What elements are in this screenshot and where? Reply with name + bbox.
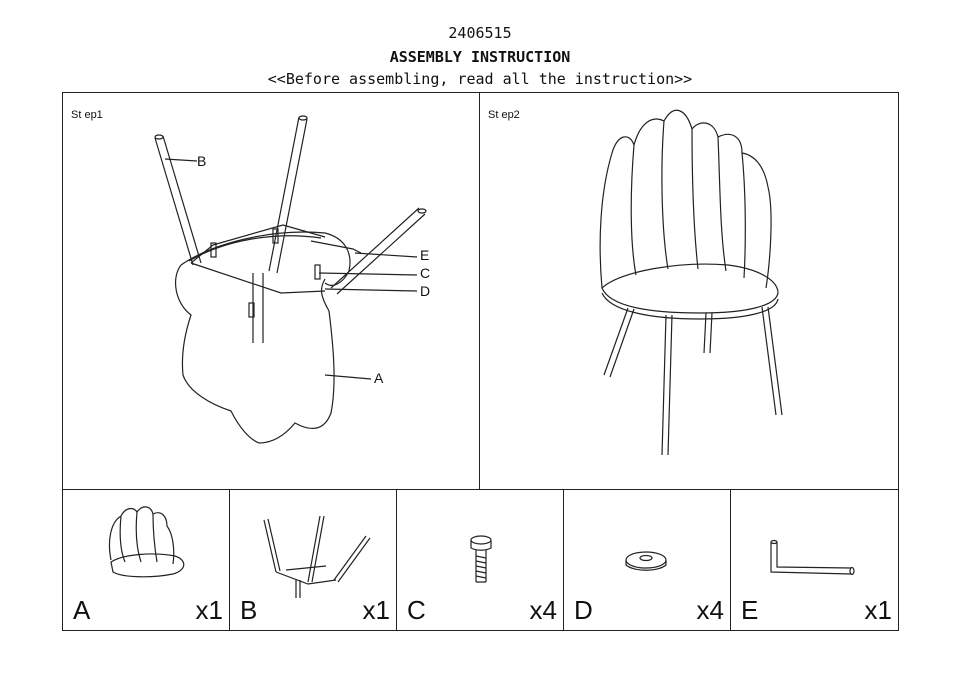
document-title: ASSEMBLY INSTRUCTION [389,48,571,66]
part-a-qty: x1 [195,595,223,625]
step2-chair-illustration [480,93,900,491]
step1-panel [62,92,480,490]
step2-label: St ep2 [488,109,520,121]
document-code: 2406515 [448,24,512,42]
part-c-cell [396,489,564,631]
part-d-cell [563,489,731,631]
part-d-qty: x4 [696,595,724,625]
step1-illustration [63,93,481,491]
part-e-qty: x1 [864,595,892,625]
part-a-letter: A [73,595,91,625]
part-b-cell [229,489,397,631]
callout-b: B [197,153,207,169]
step2-panel [479,92,899,490]
document-subtitle: <<Before assembling, read all the instruction>> [267,70,693,88]
callout-d: D [420,283,431,299]
part-e-letter: E [741,595,759,625]
part-a-cell [62,489,230,631]
part-b-qty: x1 [362,595,390,625]
callout-a: A [374,370,384,386]
part-b-letter: B [240,595,258,625]
part-e-cell [730,489,899,631]
step1-label: St ep1 [71,109,103,121]
part-d-letter: D [574,595,593,625]
callout-e: E [420,247,430,263]
part-c-qty: x4 [529,595,557,625]
part-c-letter: C [407,595,426,625]
callout-c: C [420,265,431,281]
